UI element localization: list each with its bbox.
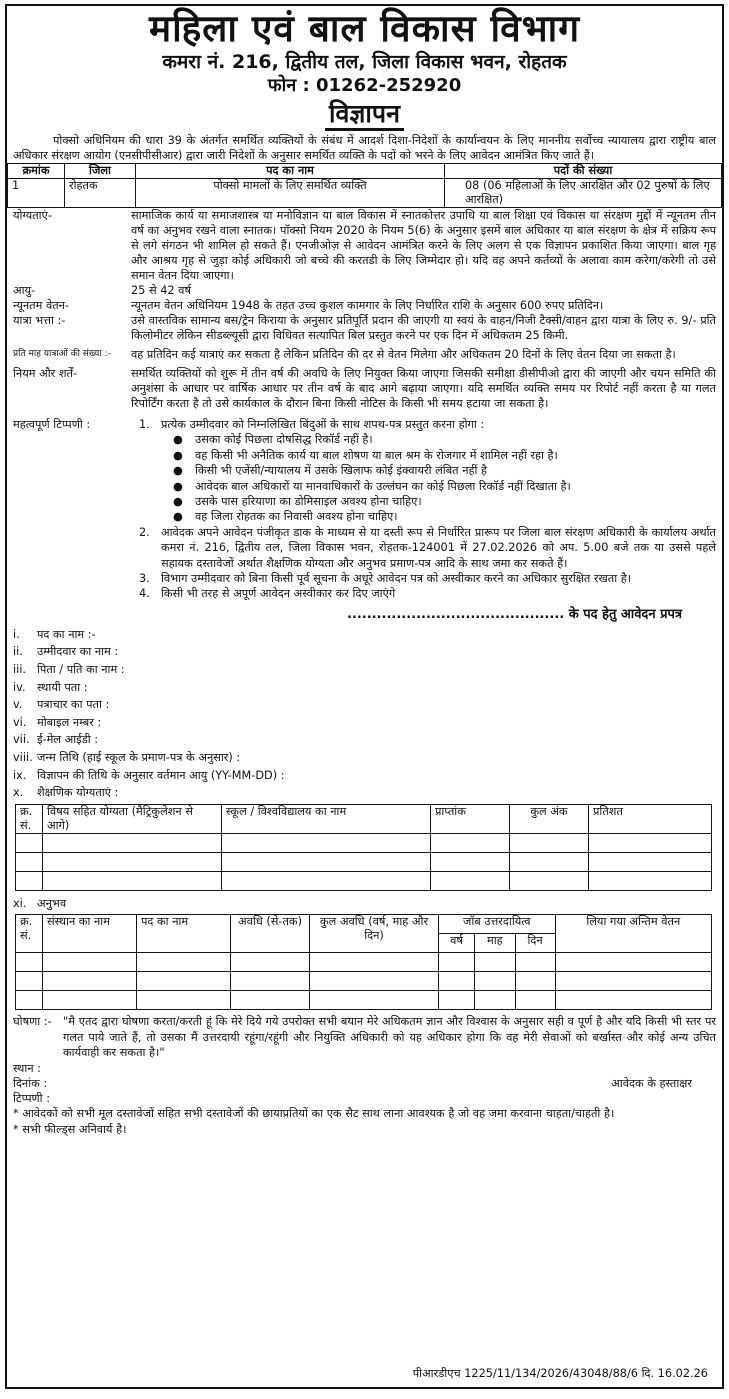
form-field-row <box>13 784 716 802</box>
bullet-text: उसका कोई पिछला दोषसिद्ध रिकॉर्ड नहीं है। <box>195 433 373 447</box>
cell-post-name: पोक्सो मामलों के लिए समर्थित व्यक्ति <box>136 179 445 208</box>
note-row <box>13 571 716 586</box>
advertisement-heading: विज्ञापन <box>7 100 722 131</box>
bullet-text: वह जिला रोहतक का निवासी अवश्य होना चाहिए। <box>195 510 398 524</box>
affidavit-bullet <box>13 432 716 447</box>
form-field-row <box>13 626 716 644</box>
form-field-number: iii. <box>13 663 27 677</box>
signature-label: आवेदक के हस्ताक्षर <box>611 1077 692 1091</box>
form-field-label: पत्राचार का पता : <box>37 698 110 712</box>
form-field-label: शैक्षणिक योग्यताएं : <box>37 786 119 800</box>
cell-post-count: 08 (06 महिलाओं के लिए आरक्षित और 02 पुरुषों के लिए आरक्षित) <box>445 179 722 208</box>
note-number: 4. <box>139 587 150 601</box>
note-text: किसी भी तरह से अपूर्ण आवेदन अस्वीकार कर दिए जाएंगे <box>161 587 396 601</box>
note-text: प्रत्येक उम्मीदवार को निम्नलिखित बिंदुओं के साथ शपथ-पत्र प्रस्तुत करना होगा : <box>161 418 485 431</box>
advertisement-page <box>5 4 724 1389</box>
experience-label: अनुभव <box>37 896 67 910</box>
edu-col-marks: प्राप्तांक <box>431 804 510 833</box>
affidavit-bullet <box>13 479 716 494</box>
section-label: नियम और शर्तें- <box>13 367 78 380</box>
section-label: प्रति माह यात्राओं की संख्या :- <box>13 349 111 359</box>
experience-header <box>16 915 712 934</box>
form-field-row <box>13 749 716 767</box>
form-field-number: iv. <box>13 680 26 694</box>
note-number: 3. <box>139 572 150 586</box>
reference-number: पीआरडीएच 1225/11/134/2026/43048/88/6 दि. 16.02.26 <box>412 1367 708 1380</box>
notes-label: महत्वपूर्ण टिप्पणी : <box>13 418 91 431</box>
section-label: आयु- <box>13 284 36 297</box>
form-field-label: उम्मीदवार का नाम : <box>37 645 119 659</box>
bullet-text: किसी भी एजेंसी/न्यायालय में उसके खिलाफ कोई इंक्वायरी लंबित नहीं है <box>195 464 487 478</box>
note-text: विभाग उम्मीदवार को बिना किसी पूर्व सूचना के अधूरे आवेदन पत्र को अस्वीकार करने का अधिकार सुरक्षित रखता है। <box>161 572 631 586</box>
form-field-number: viii. <box>13 751 33 765</box>
bullet-dot-icon: ● <box>173 479 183 493</box>
form-field-number: vi. <box>13 715 27 729</box>
experience-row[interactable] <box>16 953 712 972</box>
form-field-row <box>13 661 716 679</box>
form-field-row <box>13 643 716 661</box>
remark-label: टिप्पणी : <box>13 1092 51 1106</box>
education-header <box>16 804 712 833</box>
section-row <box>7 283 722 298</box>
section-text: न्यूनतम वेतन अधिनियम 1948 के तहत उच्च कुशल कामगार के लिए निर्धारित राशि के अनुसार 600 रुपए प्रतिदिन। <box>131 299 604 312</box>
cell-serial: 1 <box>8 179 65 208</box>
experience-row[interactable] <box>16 972 712 991</box>
exp-col-salary: लिया गया अन्तिम वेतन <box>555 915 711 953</box>
note-text: आवेदक अपने आवेदन पंजीकृत डाक के माध्यम से या दस्ती रूप से निर्धारित प्रारूप पर जिला बाल संरक्षण अधिकारी के कार्यालय अर्थात कमरा नं. 216, द्वितीय तल, जिला विकास भवन, रोहतक-124001 में 27.02.2026 को अप. 5.00 बजे तक या उससे पहले सहायक दस्तावेजों अर्थात शैक्षणिक योग्यता और अनुभव प्रमाण-पत्र आदि के साथ जमा कर सकते हैं। <box>161 525 716 570</box>
bullet-text: आवेदक बाल अधिकारों या मानवाधिकारों के उल्लंघन का कोई पिछला रिकॉर्ड नहीं दिखाता है। <box>195 479 571 493</box>
form-field-label: ई-मेल आईडी : <box>37 733 99 747</box>
bullet-text: उसके पास हरियाणा का डोमिसाइल अवश्य होना चाहिए। <box>195 495 422 509</box>
exp-col-responsibility: जॉब उत्तरदायित्व <box>439 915 556 934</box>
affidavit-bullet <box>13 448 716 463</box>
section-text: वह प्रतिदिन कई यात्राएं कर सकता है लेकिन प्रतिदिन की दर से वेतन मिलेगा और अधिकतम 20 दिनों के लिए वेतन दिया जा सकता है। <box>131 348 676 361</box>
bullet-dot-icon: ● <box>173 464 183 478</box>
section-text: सामाजिक कार्य या समाजशास्त्र या मनोविज्ञान या बाल विकास में स्नातकोत्तर उपाधि या बाल शिक्षा एवं विकास या संरक्षण मुद्दों में न्यूनतम तीन वर्ष का अनुभव रखने वाला स्नातक। पॉक्सो नियम 2020 के नियम 5(6) के अनुसार इसमें बाल अधिकार या बाल संरक्षण के क्षेत्र में सक्रिय रूप से लगे संगठन भी शामिल हो सकते हैं। एनजीओज़ से आवेदन आमंत्रित करने के लिए अलग से एक विज्ञापन प्रकाशित किया जाएगा। बाल गृह और आश्रय गृह से जुड़ा कोई अधिकारी जो बच्चे की करतडी के लिए जिम्मेदार हो। यदि वह अपने कर्तव्यों के अलावा काम करेगा/करेगी तो उसे समान वेतन दिया जाएगा। <box>131 209 716 282</box>
note-number: 1. <box>139 418 150 431</box>
bullet-dot-icon: ● <box>173 510 183 524</box>
section-text: समर्थित व्यक्तियों को शुरू में तीन वर्ष की अवधि के लिए नियुक्त किया जाएगा जिसकी समीक्षा डीसीपीओ द्वारा की जाएगी और चयन समिति की अनुशंसा के आधार पर वार्षिक आधार पर तीन वर्ष के बाद आगे बढ़ाया जाएगा। यदि समर्थित व्यक्ति समय पर रिपोर्ट नहीं करता है या गलत रिपोर्टिंग करता है तो उसे कार्यकाल के दौरान बिना किसी नोटिस के किसी भी समय हटाया जा सकता है। <box>131 367 716 410</box>
edu-col-percent: प्रतिशत <box>589 804 712 833</box>
exp-sub-year: वर्ष <box>439 934 475 953</box>
footer-note-documents: * आवेदकों को सभी मूल दस्तावेजों सहित सभी दस्तावेजों की छायाप्रतियों का एक सैट साथ लाना आवश्यक है जो वह जमा करवाना चाहता/चाहती है। <box>13 1107 615 1121</box>
cell-district: रोहतक <box>65 179 136 208</box>
education-row[interactable] <box>16 833 712 852</box>
form-field-number: ix. <box>13 768 27 782</box>
more-notes <box>13 525 716 602</box>
form-field-number: i. <box>13 627 20 641</box>
department-address: कमरा नं. 216, द्वितीय तल, जिला विकास भवन, रोहतक <box>162 51 567 73</box>
section-row <box>7 347 722 362</box>
exp-col-institution: संस्थान का नाम <box>43 915 137 953</box>
edu-col-serial: क्र. सं. <box>16 804 43 833</box>
section-label: यात्रा भत्ता :- <box>13 314 66 327</box>
form-field-row <box>13 714 716 732</box>
bullet-dot-icon: ● <box>173 433 183 447</box>
section-row <box>7 208 722 283</box>
affidavit-bullets <box>13 432 716 524</box>
exp-sub-day: दिन <box>515 934 555 953</box>
exp-col-serial: क्र. सं. <box>16 915 43 953</box>
experience-number: xi. <box>13 896 27 910</box>
education-table <box>15 804 712 891</box>
section-row <box>7 298 722 313</box>
date-signature-line <box>7 1076 722 1091</box>
section-text: उसे वास्तविक सामान्य बस/ट्रेन किराया के अनुसार प्रतिपूर्ति प्रदान की जाएगी या स्वयं के वाहन/निजी टैक्सी/वाहन द्वारा यात्रा के लिए रु. 9/- प्रति किलोमीटर लेकिन सीडब्ल्यूसी द्वारा विधिवत सत्यापित बिल प्रस्तुत करने पर एक दिन में अधिकतम 25 किमी. <box>131 314 716 342</box>
header-district: जिला <box>65 164 136 179</box>
place-line: स्थान : <box>13 1061 41 1075</box>
form-field-number: ii. <box>13 645 23 659</box>
declaration-text: "मै एतद द्वारा घोषणा करता/करती हूं कि मेरे दिये गये उपरोक्त सभी बयान मेरे अधिकतम ज्ञान और विश्वास के अनुसार सही व पूर्ण है और यदि किसी भी स्तर पर गलत पाये जाते हैं, तो उसका मैं उत्तरदायी रहूंगा/रहूंगी और नियुक्ति अधिकारी को यह अधिकार होगा कि वह मेरी सेवाओं को बर्खास्त और कोई अन्य उचित कार्यवाही कर सकता है।" <box>63 1015 716 1060</box>
header-post-count: पदों की संख्या <box>445 164 722 179</box>
affidavit-bullet <box>13 509 716 524</box>
form-field-row <box>13 731 716 749</box>
department-title: महिला एवं बाल विकास विभाग <box>148 7 581 50</box>
exp-col-total: कुल अवधि (वर्ष, माह और दिन) <box>310 915 439 953</box>
section-row <box>7 313 722 343</box>
note-row-1 <box>13 417 716 432</box>
education-row[interactable] <box>16 871 712 890</box>
exp-sub-month: माह <box>474 934 515 953</box>
form-field-number: v. <box>13 698 23 712</box>
bullet-dot-icon: ● <box>173 448 183 462</box>
form-field-label: जन्म तिथि (हाई स्कूल के प्रमाण-पत्र के अनुसार) : <box>37 751 241 765</box>
note-number: 2. <box>139 525 150 539</box>
intro-paragraph: पोक्सो अधिनियम की धारा 39 के अंतर्गत समर्थित व्यक्तियों के संबंध में आदर्श दिशा-निदेशों के कार्यान्वयन के लिए माननीय सर्वोच्च न्यायालय द्वारा राष्ट्रीय बाल अधिकार संरक्षण आयोग (एनसीपीसीआर) द्वारा जारी निदेशों के अनुसार समर्थित व्यक्ति के पदों को भरने के लिए आवेदन आमंत्रित किए जाते हैं। <box>13 134 716 162</box>
section-text: 25 से 42 वर्ष <box>131 284 191 297</box>
section-label: योग्यताएं- <box>13 209 52 222</box>
form-fields <box>7 626 722 802</box>
form-field-label: पद का नाम :- <box>37 627 96 641</box>
experience-row[interactable] <box>16 991 712 1010</box>
note-row <box>13 586 716 601</box>
eligibility-sections <box>7 208 722 411</box>
note-row <box>13 525 716 571</box>
form-field-label: मोबाइल नम्बर : <box>37 715 102 729</box>
section-row <box>7 366 722 411</box>
edu-col-total: कुल अंक <box>510 804 589 833</box>
form-field-label: विज्ञापन की तिथि के अनुसार वर्तमान आयु (YY-MM-DD) : <box>37 768 285 782</box>
edu-col-subject: विषय सहित योग्यता (मैट्रिकुलेशन से आगे) <box>43 804 222 833</box>
form-field-number: vii. <box>13 733 30 747</box>
footer-note-fields: * सभी फील्ड्स अनिवार्य है। <box>13 1122 127 1136</box>
declaration <box>7 1014 722 1060</box>
post-table <box>7 163 722 208</box>
affidavit-bullet <box>13 494 716 509</box>
form-field-label: पिता / पति का नाम : <box>37 663 125 677</box>
form-field-number: x. <box>13 786 24 800</box>
form-field-label: स्थायी पता : <box>37 680 88 694</box>
edu-col-school: स्कूल / विश्वविद्यालय का नाम <box>222 804 431 833</box>
important-notes <box>7 417 722 602</box>
exp-col-post: पद का नाम <box>137 915 231 953</box>
experience-label-row <box>7 895 722 913</box>
post-table-row <box>8 179 722 208</box>
section-label: न्यूनतम वेतन- <box>13 299 70 312</box>
exp-col-period: अवधि (से-तक) <box>231 915 310 953</box>
date-label: दिनांक : <box>13 1077 48 1091</box>
application-form-heading: ............................................ के पद हेतु आवेदन प्रपत्र <box>346 606 683 622</box>
bullet-dot-icon: ● <box>173 495 183 509</box>
form-field-row <box>13 767 716 785</box>
affidavit-bullet <box>13 463 716 478</box>
header-post-name: पद का नाम <box>136 164 445 179</box>
form-field-row <box>13 679 716 697</box>
bullet-text: वह किसी भी अनैतिक कार्य या बाल शोषण या बाल श्रम के रोजगार में शामिल नहीं रहा है। <box>195 448 558 462</box>
form-field-row <box>13 696 716 714</box>
education-row[interactable] <box>16 852 712 871</box>
declaration-label: घोषणा :- <box>13 1015 52 1029</box>
department-phone: फोन : 01262-252920 <box>267 75 462 96</box>
post-table-header <box>8 164 722 179</box>
experience-table <box>15 914 712 1010</box>
header-serial: क्रमांक <box>8 164 65 179</box>
